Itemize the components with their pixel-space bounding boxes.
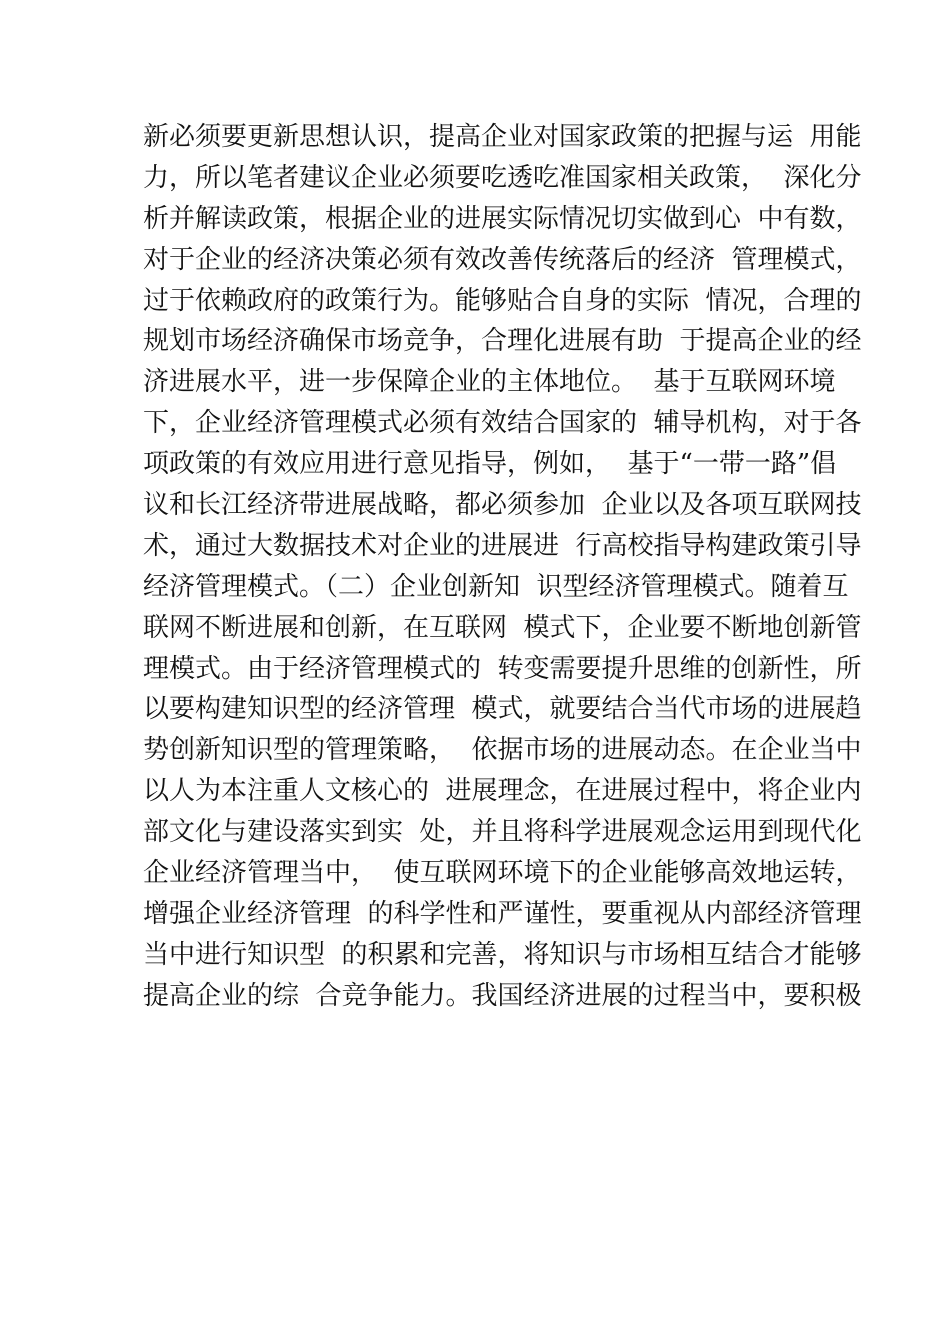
text-line-6: 规划市场经济确保市场竞争，合理化进展有助 于提高企业的经: [143, 326, 862, 357]
text-line-3: 析并解读政策，根据企业的进展实际情况切实做到心 中有数，: [143, 203, 862, 234]
text-line-10: 议和长江经济带进展战略，都必须参加 企业以及各项互联网技: [143, 490, 862, 521]
text-line-15: 以要构建知识型的经济管理 模式，就要结合当代市场的进展趋: [143, 694, 862, 725]
text-line-18: 部文化与建设落实到实 处，并且将科学进展观念运用到现代化: [143, 817, 862, 848]
text-line-14: 理模式。由于经济管理模式的 转变需要提升思维的创新性，所: [143, 653, 862, 684]
text-line-5: 过于依赖政府的政策行为。能够贴合自身的实际 情况，合理的: [143, 285, 862, 316]
text-line-11: 术，通过大数据技术对企业的进展进 行高校指导构建政策引导: [143, 530, 862, 561]
text-line-4: 对于企业的经济决策必须有效改善传统落后的经济 管理模式，: [143, 244, 862, 275]
text-line-8: 下，企业经济管理模式必须有效结合国家的 辅导机构，对于各: [143, 408, 862, 439]
text-line-9: 项政策的有效应用进行意见指导，例如， 基于“一带一路”倡: [143, 449, 837, 480]
text-line-19: 企业经济管理当中， 使互联网环境下的企业能够高效地运转，: [143, 858, 862, 889]
body-paragraph: [143, 117, 862, 1017]
text-line-22: 提高企业的综 合竞争能力。我国经济进展的过程当中，要积极: [143, 980, 862, 1011]
text-line-17: 以人为本注重人文核心的 进展理念，在进展过程中，将企业内: [143, 776, 862, 807]
text-line-20: 增强企业经济管理 的科学性和严谨性，要重视从内部经济管理: [143, 898, 862, 929]
text-line-16: 势创新知识型的管理策略， 依据市场的进展动态。在企业当中: [143, 735, 862, 766]
text-line-13: 联网不断进展和创新，在互联网 模式下，企业要不断地创新管: [143, 612, 862, 643]
text-line-12: 经济管理模式。（二）企业创新知 识型经济管理模式。随着互: [143, 571, 849, 602]
text-line-7: 济进展水平，进一步保障企业的主体地位。 基于互联网环境: [143, 367, 836, 398]
text-line-1: 新必须要更新思想认识，提高企业对国家政策的把握与运 用能: [143, 122, 862, 152]
text-line-2: 力，所以笔者建议企业必须要吃透吃准国家相关政策， 深化分: [143, 162, 862, 193]
text-line-21: 当中进行知识型 的积累和完善，将知识与市场相互结合才能够: [143, 939, 862, 970]
